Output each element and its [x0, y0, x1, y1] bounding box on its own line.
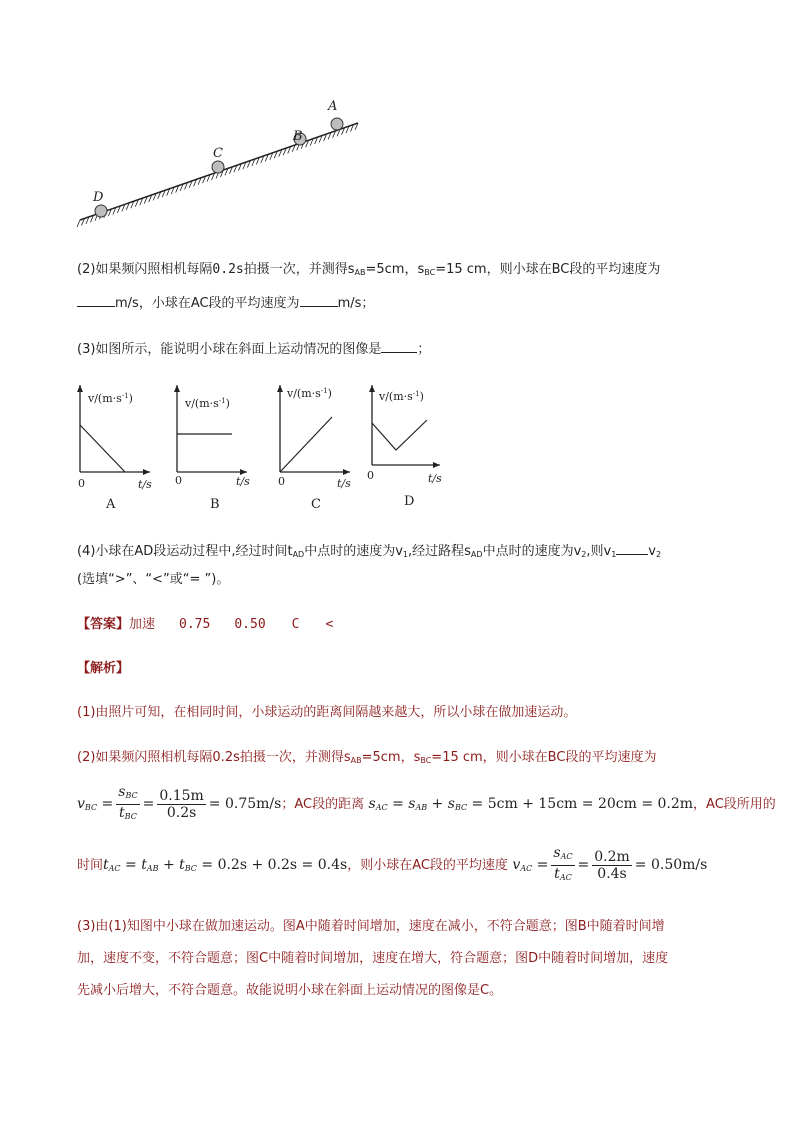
graph-b-name: B — [210, 497, 220, 512]
analysis-p1 — [77, 704, 576, 722]
svg-text:0: 0 — [278, 475, 285, 488]
graph-b — [175, 385, 250, 512]
analysis-p3-1 — [77, 918, 665, 936]
q2-sbc: s — [417, 262, 425, 277]
incline-figure — [70, 90, 370, 240]
svg-text:t/s: t/s — [236, 475, 250, 488]
f3-prefix: 时间 — [77, 858, 104, 873]
answer-2: 0.75 — [179, 617, 211, 632]
analysis-p3-1-text: (3)由(1)知图中小球在做加速运动。图A中随着时间增加，速度在减小，不符合题意；图B中随着时间增 — [77, 919, 665, 934]
q4-blank[interactable] — [616, 541, 648, 555]
analysis-p2-sab-sub: AB — [350, 756, 362, 765]
q3-blank[interactable] — [381, 339, 417, 353]
q4-v1-sub: 1 — [402, 550, 408, 559]
q4-line-1 — [77, 541, 661, 564]
q3-line — [77, 339, 430, 359]
f1-v-sub: BC — [84, 803, 98, 812]
q2-line2-b: m/s； — [337, 296, 375, 311]
graph-c-line — [280, 417, 332, 472]
analysis-p2-a: (2)如果频闪照相机每隔0.2s拍摄一次，并测得s — [77, 750, 351, 765]
svg-text:0: 0 — [78, 477, 85, 490]
graph-a-name: A — [106, 497, 116, 512]
f3-text: = 0.2s + 0.2s = 0.4s — [201, 857, 348, 873]
svg-text:0: 0 — [367, 469, 374, 482]
q4-t-sub: AD — [292, 550, 305, 559]
q4-b: 中点时的速度为v — [304, 544, 403, 559]
q2-sbc-val: =15 cm，则小球在BC段的平均速度为 — [435, 262, 661, 277]
analysis-tag: 【解析】 — [77, 661, 130, 676]
f3-tail: ，则小球在AC段的平均速度 — [347, 858, 508, 873]
svg-text:v/(m·s-1): $v/(m\cdot s^{-1})$ — [287, 387, 332, 400]
q4-s: s — [464, 544, 471, 559]
f4-frac-1: $\frac{s_{AC}}{t_{AC}}$ — [553, 845, 573, 882]
q4-line-2 — [77, 571, 229, 589]
svg-text:t/s: t/s — [337, 477, 351, 490]
svg-text:v/(m·s-1): $v/(m\cdot s^{-1})$ — [379, 390, 424, 403]
svg-text:t/s: t/s — [138, 478, 152, 491]
f2-text: = 5cm + 15cm = 20cm = 0.2m — [471, 796, 694, 812]
answer-4: C — [291, 617, 300, 632]
q2-sab: s — [347, 262, 355, 277]
svg-text:0: 0 — [175, 474, 182, 487]
graph-d-line — [372, 420, 427, 450]
graph-d — [367, 385, 442, 509]
f4-result: = 0.50m/s — [634, 857, 708, 873]
q2-mid: 拍摄一次，并测得 — [243, 262, 348, 277]
analysis-p3-2 — [77, 950, 668, 968]
q4-d: 中点时的速度为v — [482, 544, 582, 559]
q2-blank-1[interactable] — [77, 293, 115, 307]
q4-c: ,经过路程 — [408, 544, 465, 559]
svg-text:v/(m·s-1): $v/(m\cdot s^{-1})$ — [88, 392, 133, 405]
ball-a — [331, 118, 343, 130]
ball-c — [212, 161, 224, 173]
analysis-p3-3 — [77, 982, 502, 1000]
graph-a — [78, 385, 152, 512]
graph-c-name: C — [311, 497, 321, 512]
svg-text:t/s: t/s — [428, 472, 442, 485]
q2-line-2 — [77, 293, 374, 313]
q4-line2-text: (选填“>”、“<”或“= ”)。 — [77, 572, 230, 587]
label-b: B — [293, 129, 303, 144]
formula-line-2: 时间$t_{AC} = t_{AB} + t_{BC} = 0.2s + 0.2s = 0.4s$，则小球在AC段的平均速度 $v_{AC}$ = $\frac{s_{AC}}{t_{AC}}$ = $\frac{0.2m}{0.4s}$ = 0.50m/s — [77, 845, 707, 881]
f1-v: v — [77, 796, 85, 812]
q2-interval: 0.2s — [212, 262, 244, 277]
q4-v2-sub: 2 — [581, 550, 587, 559]
q4-v2b: v — [648, 544, 656, 559]
analysis-tag-line — [77, 660, 129, 678]
q4-a: (4)小球在AD段运动过程中,经过时间 — [77, 544, 288, 559]
q2-sab-sub: AB — [354, 268, 366, 277]
analysis-p2 — [77, 749, 656, 770]
f1-frac-2: $\frac{0.15m}{0.2s}$ — [159, 788, 204, 821]
graph-d-name: D — [404, 494, 415, 509]
f4-frac-2: $\frac{0.2m}{0.4s}$ — [594, 849, 630, 882]
label-d: D — [93, 190, 104, 205]
graph-a-line — [80, 425, 125, 472]
analysis-p1-text: (1)由照片可知，在相同时间，小球运动的距离间隔越来越大，所以小球在做加速运动。 — [77, 705, 577, 720]
q2-sab-val: =5cm， — [365, 262, 418, 277]
answer-line — [77, 616, 333, 634]
q4-v2b-sub: 2 — [655, 550, 662, 559]
q3-end: ； — [417, 342, 431, 357]
answer-tag: 【答案】 — [77, 617, 130, 632]
q2-sbc-sub: BC — [424, 268, 436, 277]
answer-1: 加速 — [129, 617, 156, 632]
graphs-figure — [60, 380, 460, 520]
q2-line-1 — [77, 261, 660, 282]
formula-line-1: $v_{BC}$ = $\frac{s_{BC}}{t_{BC}}$ = $\frac{0.15m}{0.2s}$ = 0.75m/s；AC段的距离 $s_{AC} = s_{AB} + s_{BC} = 5cm + 15cm = 20cm = 0.2m$，AC段所用的 — [77, 784, 776, 820]
analysis-p2-end: =15 cm，则小球在BC段的平均速度为 — [431, 750, 657, 765]
incline-surface — [77, 123, 358, 227]
q3-text: (3)如图所示，能说明小球在斜面上运动情况的图像是 — [77, 342, 382, 357]
q4-e: ,则v — [586, 544, 612, 559]
analysis-p3-2-text: 加，速度不变，不符合题意；图C中随着时间增加，速度在增大，符合题意；图D中随着时间增加，速度 — [77, 951, 669, 966]
analysis-p3-3-text: 先减小后增大，不符合题意。故能说明小球在斜面上运动情况的图像是C。 — [77, 983, 503, 998]
f2-tail: ，AC段所用的 — [693, 797, 776, 812]
q2-line2-a: m/s，小球在AC段的平均速度为 — [115, 296, 300, 311]
analysis-p2-sbc-sub: BC — [420, 756, 432, 765]
label-a: A — [328, 99, 338, 114]
analysis-p2-mid: =5cm，s — [361, 750, 421, 765]
q2-prefix: (2)如果频闪照相机每隔 — [77, 262, 213, 277]
f1-semicolon: ；AC段的距离 — [281, 797, 365, 812]
f1-result: = 0.75m/s — [208, 796, 282, 812]
q4-t: t — [287, 544, 293, 559]
q4-s-sub: AD — [470, 550, 483, 559]
f1-frac-1: $\frac{s_{BC}}{t_{BC}}$ — [118, 784, 138, 821]
graph-c — [278, 385, 351, 512]
svg-text:v/(m·s-1): $v/(m\cdot s^{-1})$ — [185, 397, 230, 410]
answer-3: 0.50 — [234, 617, 266, 632]
q2-blank-2[interactable] — [300, 293, 338, 307]
label-c: C — [213, 146, 223, 161]
ball-d — [95, 205, 107, 217]
answer-5: < — [325, 617, 334, 632]
q4-v1b-sub: 1 — [611, 550, 617, 559]
